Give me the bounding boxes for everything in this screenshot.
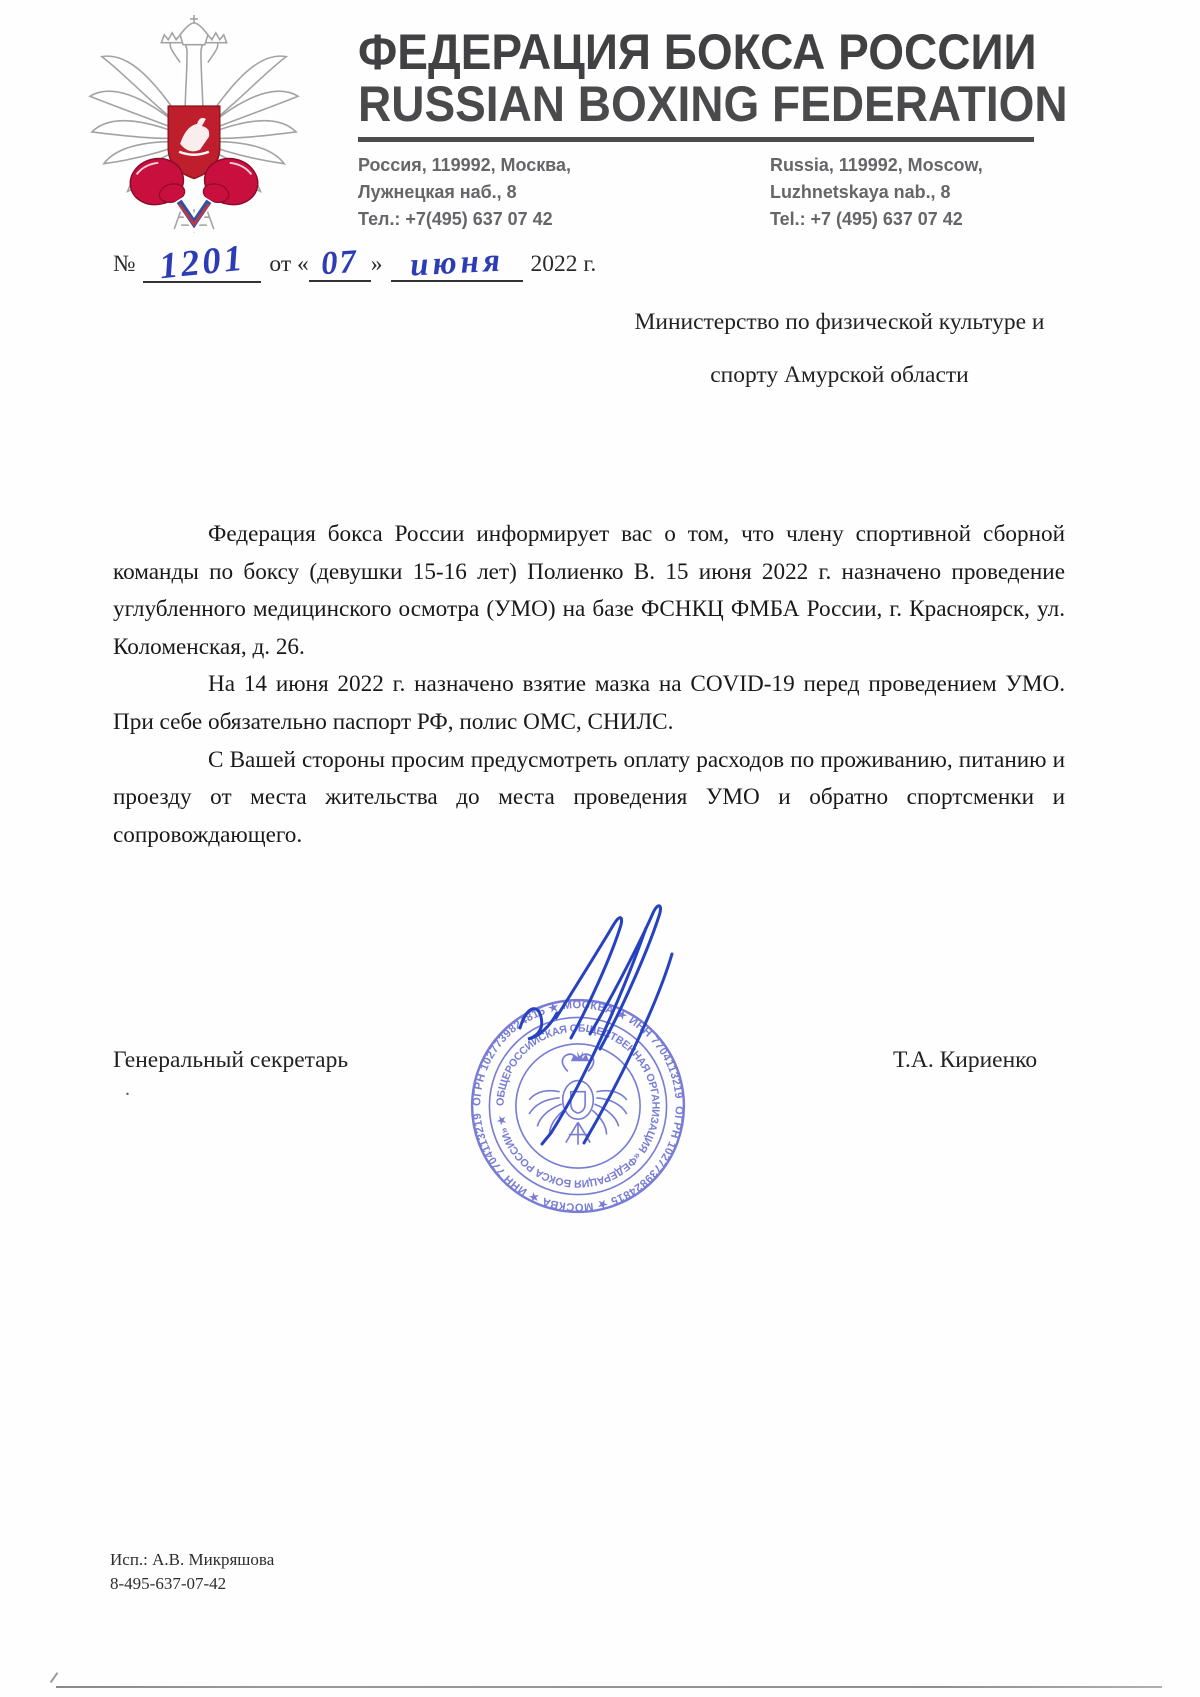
address-english (770, 151, 983, 232)
executor-block (110, 1548, 274, 1596)
org-title-english: RUSSIAN BOXING FEDERATION (358, 76, 1068, 132)
stamp-outer-text-1: ОГРН 1027739824815 ★ МОСКВА ★ ИНН 7704113219 (471, 999, 685, 1107)
address-en-line3: Tel.: +7 (495) 637 07 42 (770, 208, 963, 229)
signer-name: Т.А. Кириенко (893, 1047, 1038, 1073)
address-ru-line2: Лужнецкая наб., 8 (358, 181, 517, 202)
scan-edge-line (56, 1686, 1162, 1688)
boxing-federation-emblem-icon (80, 12, 308, 240)
address-ru-line1: Россия, 119992, Москва, (358, 154, 571, 175)
day-blank (309, 243, 371, 282)
month-blank (391, 243, 523, 282)
address-en-line1: Russia, 119992, Moscow, (770, 154, 983, 175)
address-ru-line3: Тел.: +7(495) 637 07 42 (358, 208, 553, 229)
close-quote: » (370, 251, 383, 277)
reference-line (113, 237, 597, 288)
letter-body (113, 516, 1065, 854)
letterhead-divider (358, 137, 1034, 142)
year-suffix: 2022 г. (530, 251, 597, 277)
signer-position-title: Генеральный секретарь (113, 1047, 349, 1073)
address-en-line2: Luzhnetskaya nab., 8 (770, 181, 951, 202)
address-russian (358, 151, 758, 232)
paragraph-umo-appointment: Федерация бокса России информирует вас о том, что члену спортивной сборной команды по боксу (девушки 15-16 лет) Полиенко В. 15 июня 2022 г. назначено проведение углубленного медицинского осмотра (УМО) на базе ФСНКЦ ФМБА России, г. Красноярск, ул. Коломенская, д. 26. (113, 521, 1065, 660)
handwritten-day: 07 (320, 243, 360, 283)
addressee-block (612, 296, 1067, 402)
org-title-russian: ФЕДЕРАЦИЯ БОКСА РОССИИ (358, 24, 1037, 80)
addressee-line1: Министерство по физической культуре и (634, 309, 1045, 335)
stamp-inner-text: ОБЩЕРОССИЙСКАЯ ОБЩЕСТВЕННАЯ ОРГАНИЗАЦИЯ «ФЕДЕРАЦИЯ БОКСА РОССИИ» ★ (494, 1022, 662, 1190)
stamp-outer-text-2: ОГРН 1027739824815 ★ МОСКВА ★ ИНН 7704113219 (471, 1105, 685, 1213)
letterhead-addresses (358, 151, 1068, 232)
executor-name: Исп.: А.В. Микряшова (110, 1550, 275, 1569)
scan-speck: . (125, 1078, 130, 1100)
number-sign: № (113, 251, 136, 277)
handwritten-month: июня (408, 242, 505, 284)
handwritten-number: 1201 (157, 237, 248, 288)
handwritten-signature (494, 896, 728, 1154)
letterhead (358, 26, 1068, 232)
addressee-line2: спорту Амурской области (710, 362, 969, 388)
executor-phone: 8-495-637-07-42 (110, 1574, 227, 1593)
paragraph-covid-test: На 14 июня 2022 г. назначено взятие мазка на COVID-19 перед проведением УМО. При себе обязательно паспорт РФ, полис ОМС, СНИЛС. (113, 671, 1065, 735)
paragraph-expenses: С Вашей стороны просим предусмотреть оплату расходов по проживанию, питанию и проезду от места жительства до места проведения УМО и обратно спортсменки и сопровождающего. (113, 746, 1065, 848)
from-label: от « (269, 251, 309, 277)
number-blank (143, 237, 261, 288)
